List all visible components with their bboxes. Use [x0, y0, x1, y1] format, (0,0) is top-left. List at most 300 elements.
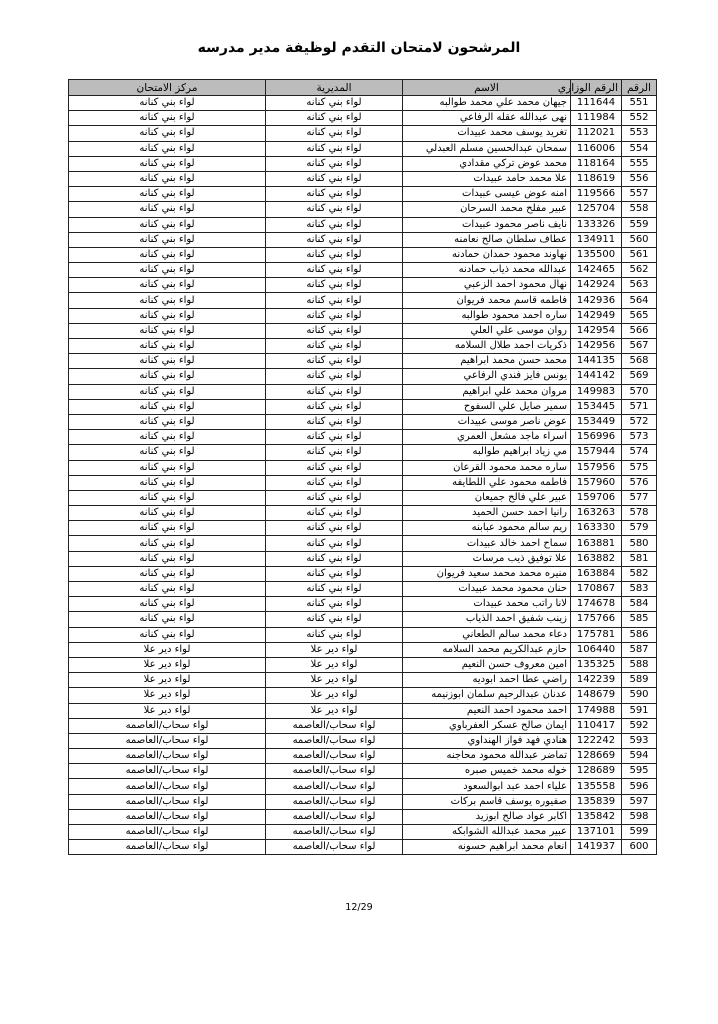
- candidate-name-cell: سمحان عبدالحسين مسلم العبدلي: [403, 141, 571, 156]
- exam-center-cell: لواء سحاب/العاصمه: [69, 779, 266, 794]
- row-number-cell: 581: [622, 551, 657, 566]
- table-row: [69, 126, 657, 141]
- table-row: [69, 156, 657, 171]
- exam-center-cell: لواء بني كنانه: [69, 627, 266, 642]
- row-number-cell: 584: [622, 597, 657, 612]
- table-row: [69, 141, 657, 156]
- directorate-cell: لواء بني كنانه: [266, 126, 403, 141]
- ministry-number-cell: 170867: [571, 582, 622, 597]
- row-number-cell: 578: [622, 506, 657, 521]
- exam-center-cell: لواء بني كنانه: [69, 156, 266, 171]
- candidate-name-cell: سماح احمد خالد عبيدات: [403, 536, 571, 551]
- table-row: [69, 278, 657, 293]
- table-row: [69, 369, 657, 384]
- directorate-cell: لواء بني كنانه: [266, 551, 403, 566]
- exam-center-cell: لواء دير علا: [69, 673, 266, 688]
- table-row: [69, 597, 657, 612]
- ministry-number-cell: 122242: [571, 733, 622, 748]
- row-number-cell: 572: [622, 414, 657, 429]
- row-number-cell: 596: [622, 779, 657, 794]
- row-number-cell: 554: [622, 141, 657, 156]
- directorate-cell: لواء بني كنانه: [266, 156, 403, 171]
- row-number-cell: 588: [622, 657, 657, 672]
- page-title: المرشحون لامتحان التقدم لوظيفة مدير مدرسه: [197, 40, 521, 56]
- exam-center-cell: لواء بني كنانه: [69, 171, 266, 186]
- ministry-number-cell: 110417: [571, 718, 622, 733]
- ministry-number-cell: 163263: [571, 506, 622, 521]
- directorate-cell: لواء سحاب/العاصمه: [266, 794, 403, 809]
- table-row: [69, 733, 657, 748]
- directorate-cell: لواء دير علا: [266, 673, 403, 688]
- candidate-name-cell: روان موسى علي العلي: [403, 323, 571, 338]
- row-number-cell: 598: [622, 809, 657, 824]
- row-number-cell: 575: [622, 460, 657, 475]
- exam-center-cell: لواء بني كنانه: [69, 414, 266, 429]
- row-number-cell: 592: [622, 718, 657, 733]
- exam-center-cell: لواء دير علا: [69, 642, 266, 657]
- exam-center-cell: لواء سحاب/العاصمه: [69, 840, 266, 855]
- candidate-name-cell: احمد محمود احمد النعيم: [403, 703, 571, 718]
- exam-center-cell: لواء بني كنانه: [69, 141, 266, 156]
- table-row: [69, 536, 657, 551]
- directorate-cell: لواء بني كنانه: [266, 171, 403, 186]
- candidate-name-cell: رانيا احمد حسن الحميد: [403, 506, 571, 521]
- ministry-number-cell: 135558: [571, 779, 622, 794]
- directorate-cell: لواء بني كنانه: [266, 308, 403, 323]
- candidate-name-cell: سمير صايل علي السفوح: [403, 399, 571, 414]
- exam-center-cell: لواء سحاب/العاصمه: [69, 794, 266, 809]
- candidate-name-cell: هنادي فهد فواز الهنداوي: [403, 733, 571, 748]
- candidate-name-cell: فاطمه قاسم محمد فريوان: [403, 293, 571, 308]
- row-number-cell: 600: [622, 840, 657, 855]
- directorate-cell: لواء بني كنانه: [266, 506, 403, 521]
- ministry-number-cell: 144135: [571, 354, 622, 369]
- directorate-cell: لواء بني كنانه: [266, 627, 403, 642]
- table-row: [69, 171, 657, 186]
- directorate-cell: لواء بني كنانه: [266, 278, 403, 293]
- candidate-name-cell: عدنان عبدالرحيم سلمان ابوزنيمه: [403, 688, 571, 703]
- table-row: [69, 506, 657, 521]
- candidate-name-cell: نهال محمود احمد الزعبي: [403, 278, 571, 293]
- exam-center-cell: لواء بني كنانه: [69, 323, 266, 338]
- row-number-cell: 586: [622, 627, 657, 642]
- exam-center-cell: لواء بني كنانه: [69, 293, 266, 308]
- directorate-cell: لواء بني كنانه: [266, 490, 403, 505]
- row-number-cell: 583: [622, 582, 657, 597]
- directorate-cell: لواء بني كنانه: [266, 475, 403, 490]
- row-number-cell: 557: [622, 187, 657, 202]
- row-number-cell: 551: [622, 96, 657, 111]
- exam-center-cell: لواء بني كنانه: [69, 536, 266, 551]
- ministry-number-cell: 149983: [571, 384, 622, 399]
- table-row: [69, 339, 657, 354]
- candidate-name-cell: نهاوند محمود حمدان حمادنه: [403, 247, 571, 262]
- directorate-cell: لواء بني كنانه: [266, 582, 403, 597]
- row-number-cell: 567: [622, 339, 657, 354]
- row-number-cell: 562: [622, 263, 657, 278]
- ministry-number-cell: 174678: [571, 597, 622, 612]
- table-row: [69, 688, 657, 703]
- ministry-number-cell: 142956: [571, 339, 622, 354]
- ministry-number-cell: 135839: [571, 794, 622, 809]
- table-row: [69, 521, 657, 536]
- table-row: [69, 703, 657, 718]
- exam-center-cell: لواء دير علا: [69, 688, 266, 703]
- ministry-number-cell: 135842: [571, 809, 622, 824]
- ministry-number-cell: 163882: [571, 551, 622, 566]
- candidate-name-cell: محمد حسن محمد ابراهيم: [403, 354, 571, 369]
- ministry-number-cell: 142949: [571, 308, 622, 323]
- ministry-number-cell: 174988: [571, 703, 622, 718]
- header-directorate: المديرية: [266, 80, 403, 96]
- candidate-name-cell: ساره احمد محمود طوالبه: [403, 308, 571, 323]
- exam-center-cell: لواء بني كنانه: [69, 582, 266, 597]
- row-number-cell: 564: [622, 293, 657, 308]
- exam-center-cell: لواء بني كنانه: [69, 566, 266, 581]
- ministry-number-cell: 156996: [571, 430, 622, 445]
- candidate-name-cell: يونس فايز فندي الرفاعي: [403, 369, 571, 384]
- row-number-cell: 589: [622, 673, 657, 688]
- table-row: [69, 354, 657, 369]
- directorate-cell: لواء بني كنانه: [266, 566, 403, 581]
- table-row: [69, 809, 657, 824]
- candidate-name-cell: عبير مفلح محمد السرحان: [403, 202, 571, 217]
- exam-center-cell: لواء بني كنانه: [69, 247, 266, 262]
- table-row: [69, 612, 657, 627]
- exam-center-cell: لواء بني كنانه: [69, 111, 266, 126]
- row-number-cell: 597: [622, 794, 657, 809]
- table-row: [69, 202, 657, 217]
- candidate-name-cell: ساره محمد محمود القرعان: [403, 460, 571, 475]
- candidate-name-cell: عبدالله محمد ذياب حمادنه: [403, 263, 571, 278]
- directorate-cell: لواء بني كنانه: [266, 445, 403, 460]
- ministry-number-cell: 118619: [571, 171, 622, 186]
- exam-center-cell: لواء بني كنانه: [69, 369, 266, 384]
- directorate-cell: لواء سحاب/العاصمه: [266, 779, 403, 794]
- candidate-name-cell: ريم سالم محمود عبابنه: [403, 521, 571, 536]
- directorate-cell: لواء بني كنانه: [266, 141, 403, 156]
- row-number-cell: 553: [622, 126, 657, 141]
- ministry-number-cell: 134911: [571, 232, 622, 247]
- directorate-cell: لواء سحاب/العاصمه: [266, 840, 403, 855]
- row-number-cell: 571: [622, 399, 657, 414]
- exam-center-cell: لواء بني كنانه: [69, 597, 266, 612]
- row-number-cell: 582: [622, 566, 657, 581]
- exam-center-cell: لواء بني كنانه: [69, 430, 266, 445]
- candidate-name-cell: فاطمه محمود علي اللطايفه: [403, 475, 571, 490]
- exam-center-cell: لواء دير علا: [69, 657, 266, 672]
- table-row: [69, 111, 657, 126]
- ministry-number-cell: 157944: [571, 445, 622, 460]
- header-number: الرقم: [622, 80, 657, 96]
- candidate-name-cell: حازم عبدالكريم محمد السلامه: [403, 642, 571, 657]
- table-row: [69, 627, 657, 642]
- candidate-name-cell: انعام محمد ابراهيم حسونه: [403, 840, 571, 855]
- ministry-number-cell: 163330: [571, 521, 622, 536]
- ministry-number-cell: 157960: [571, 475, 622, 490]
- ministry-number-cell: 119566: [571, 187, 622, 202]
- row-number-cell: 580: [622, 536, 657, 551]
- candidate-name-cell: لانا راتب محمد عبيدات: [403, 597, 571, 612]
- exam-center-cell: لواء بني كنانه: [69, 308, 266, 323]
- ministry-number-cell: 142465: [571, 263, 622, 278]
- table-row: [69, 657, 657, 672]
- table-row: [69, 308, 657, 323]
- candidate-name-cell: امنه عوض عيسى عبيدات: [403, 187, 571, 202]
- table-row: [69, 384, 657, 399]
- row-number-cell: 577: [622, 490, 657, 505]
- exam-center-cell: لواء بني كنانه: [69, 475, 266, 490]
- directorate-cell: لواء بني كنانه: [266, 323, 403, 338]
- ministry-number-cell: 137101: [571, 825, 622, 840]
- table-row: [69, 187, 657, 202]
- ministry-number-cell: 142924: [571, 278, 622, 293]
- candidate-name-cell: راضي عطا احمد ابوديه: [403, 673, 571, 688]
- ministry-number-cell: 128669: [571, 749, 622, 764]
- table-row: [69, 764, 657, 779]
- exam-center-cell: لواء سحاب/العاصمه: [69, 764, 266, 779]
- directorate-cell: لواء بني كنانه: [266, 354, 403, 369]
- candidate-name-cell: مي زياد ابراهيم طوالبه: [403, 445, 571, 460]
- ministry-number-cell: 175766: [571, 612, 622, 627]
- directorate-cell: لواء بني كنانه: [266, 111, 403, 126]
- row-number-cell: 566: [622, 323, 657, 338]
- row-number-cell: 574: [622, 445, 657, 460]
- table-row: [69, 96, 657, 111]
- candidate-name-cell: عبير علي فالح جميعان: [403, 490, 571, 505]
- exam-center-cell: لواء بني كنانه: [69, 96, 266, 111]
- exam-center-cell: لواء بني كنانه: [69, 263, 266, 278]
- exam-center-cell: لواء بني كنانه: [69, 278, 266, 293]
- candidate-name-cell: تغريد يوسف محمد عبيدات: [403, 126, 571, 141]
- candidate-name-cell: عبير محمد عبدالله الشوابكه: [403, 825, 571, 840]
- directorate-cell: لواء دير علا: [266, 657, 403, 672]
- directorate-cell: لواء بني كنانه: [266, 263, 403, 278]
- table-row: [69, 673, 657, 688]
- candidate-name-cell: عوض ناصر موسى عبيدات: [403, 414, 571, 429]
- table-header-row: [69, 80, 657, 96]
- table-row: [69, 718, 657, 733]
- table-row: [69, 430, 657, 445]
- exam-center-cell: لواء بني كنانه: [69, 384, 266, 399]
- directorate-cell: لواء دير علا: [266, 688, 403, 703]
- directorate-cell: لواء بني كنانه: [266, 232, 403, 247]
- ministry-number-cell: 144142: [571, 369, 622, 384]
- exam-center-cell: لواء بني كنانه: [69, 551, 266, 566]
- row-number-cell: 563: [622, 278, 657, 293]
- directorate-cell: لواء بني كنانه: [266, 217, 403, 232]
- row-number-cell: 560: [622, 232, 657, 247]
- directorate-cell: لواء بني كنانه: [266, 96, 403, 111]
- candidate-name-cell: عطاف سلطان صالح نعامنه: [403, 232, 571, 247]
- ministry-number-cell: 116006: [571, 141, 622, 156]
- exam-center-cell: لواء سحاب/العاصمه: [69, 749, 266, 764]
- candidate-name-cell: نهى عبدالله عقله الرفاعي: [403, 111, 571, 126]
- candidate-name-cell: ذكريات احمد طلال السلامه: [403, 339, 571, 354]
- table-row: [69, 582, 657, 597]
- exam-center-cell: لواء بني كنانه: [69, 354, 266, 369]
- ministry-number-cell: 135325: [571, 657, 622, 672]
- exam-center-cell: لواء سحاب/العاصمه: [69, 825, 266, 840]
- candidate-name-cell: حنان محمود محمد عبيدات: [403, 582, 571, 597]
- table-row: [69, 323, 657, 338]
- directorate-cell: لواء بني كنانه: [266, 597, 403, 612]
- ministry-number-cell: 111644: [571, 96, 622, 111]
- table-row: [69, 217, 657, 232]
- row-number-cell: 576: [622, 475, 657, 490]
- row-number-cell: 569: [622, 369, 657, 384]
- ministry-number-cell: 142239: [571, 673, 622, 688]
- directorate-cell: لواء بني كنانه: [266, 369, 403, 384]
- table-row: [69, 247, 657, 262]
- table-row: [69, 794, 657, 809]
- exam-center-cell: لواء بني كنانه: [69, 612, 266, 627]
- exam-center-cell: لواء دير علا: [69, 703, 266, 718]
- directorate-cell: لواء بني كنانه: [266, 202, 403, 217]
- table-row: [69, 490, 657, 505]
- header-name: الاسم: [403, 80, 571, 96]
- ministry-number-cell: 163881: [571, 536, 622, 551]
- table-row: [69, 263, 657, 278]
- table-row: [69, 232, 657, 247]
- exam-center-cell: لواء بني كنانه: [69, 460, 266, 475]
- ministry-number-cell: 148679: [571, 688, 622, 703]
- directorate-cell: لواء سحاب/العاصمه: [266, 733, 403, 748]
- candidate-name-cell: تماضر عبدالله محمود محاجنه: [403, 749, 571, 764]
- candidate-name-cell: نايف ناصر محمود عبيدات: [403, 217, 571, 232]
- candidates-table: [68, 79, 657, 855]
- exam-center-cell: لواء بني كنانه: [69, 506, 266, 521]
- directorate-cell: لواء سحاب/العاصمه: [266, 764, 403, 779]
- row-number-cell: 559: [622, 217, 657, 232]
- ministry-number-cell: 142936: [571, 293, 622, 308]
- table-row: [69, 840, 657, 855]
- ministry-number-cell: 153449: [571, 414, 622, 429]
- exam-center-cell: لواء سحاب/العاصمه: [69, 733, 266, 748]
- candidate-name-cell: علا توفيق ذيب مرسات: [403, 551, 571, 566]
- candidate-name-cell: خوله محمد خميس صبره: [403, 764, 571, 779]
- directorate-cell: لواء دير علا: [266, 703, 403, 718]
- directorate-cell: لواء بني كنانه: [266, 414, 403, 429]
- table-row: [69, 566, 657, 581]
- table-row: [69, 293, 657, 308]
- ministry-number-cell: 153445: [571, 399, 622, 414]
- candidate-name-cell: اكابر عواد صالح ابوزيد: [403, 809, 571, 824]
- exam-center-cell: لواء بني كنانه: [69, 217, 266, 232]
- candidate-name-cell: ايمان صالح عسكر العفرباوي: [403, 718, 571, 733]
- table-row: [69, 642, 657, 657]
- row-number-cell: 555: [622, 156, 657, 171]
- directorate-cell: لواء دير علا: [266, 642, 403, 657]
- table-row: [69, 475, 657, 490]
- exam-center-cell: لواء بني كنانه: [69, 445, 266, 460]
- directorate-cell: لواء بني كنانه: [266, 339, 403, 354]
- directorate-cell: لواء بني كنانه: [266, 247, 403, 262]
- directorate-cell: لواء بني كنانه: [266, 536, 403, 551]
- ministry-number-cell: 118164: [571, 156, 622, 171]
- directorate-cell: لواء بني كنانه: [266, 187, 403, 202]
- exam-center-cell: لواء بني كنانه: [69, 490, 266, 505]
- row-number-cell: 579: [622, 521, 657, 536]
- row-number-cell: 599: [622, 825, 657, 840]
- row-number-cell: 561: [622, 247, 657, 262]
- directorate-cell: لواء بني كنانه: [266, 521, 403, 536]
- directorate-cell: لواء سحاب/العاصمه: [266, 749, 403, 764]
- exam-center-cell: لواء سحاب/العاصمه: [69, 718, 266, 733]
- ministry-number-cell: 125704: [571, 202, 622, 217]
- directorate-cell: لواء بني كنانه: [266, 460, 403, 475]
- ministry-number-cell: 128689: [571, 764, 622, 779]
- row-number-cell: 570: [622, 384, 657, 399]
- page-number: 12/29: [345, 902, 373, 913]
- candidate-name-cell: علياء احمد عبد ابوالسعود: [403, 779, 571, 794]
- candidate-name-cell: زينب شفيق احمد الذياب: [403, 612, 571, 627]
- exam-center-cell: لواء بني كنانه: [69, 232, 266, 247]
- table-row: [69, 551, 657, 566]
- row-number-cell: 585: [622, 612, 657, 627]
- exam-center-cell: لواء بني كنانه: [69, 202, 266, 217]
- ministry-number-cell: 175781: [571, 627, 622, 642]
- row-number-cell: 558: [622, 202, 657, 217]
- ministry-number-cell: 133326: [571, 217, 622, 232]
- header-ministry-number: الرقم الوزاري: [571, 80, 622, 96]
- candidate-name-cell: دعاء محمد سالم الطعاني: [403, 627, 571, 642]
- candidate-name-cell: مروان محمد علي ابراهيم: [403, 384, 571, 399]
- ministry-number-cell: 141937: [571, 840, 622, 855]
- table-row: [69, 749, 657, 764]
- row-number-cell: 593: [622, 733, 657, 748]
- table-row: [69, 445, 657, 460]
- table-row: [69, 460, 657, 475]
- row-number-cell: 552: [622, 111, 657, 126]
- directorate-cell: لواء بني كنانه: [266, 399, 403, 414]
- row-number-cell: 590: [622, 688, 657, 703]
- ministry-number-cell: 111984: [571, 111, 622, 126]
- exam-center-cell: لواء بني كنانه: [69, 126, 266, 141]
- table-row: [69, 825, 657, 840]
- row-number-cell: 594: [622, 749, 657, 764]
- row-number-cell: 591: [622, 703, 657, 718]
- row-number-cell: 587: [622, 642, 657, 657]
- row-number-cell: 595: [622, 764, 657, 779]
- candidate-name-cell: منيره محمد محمد سعيد فريوان: [403, 566, 571, 581]
- directorate-cell: لواء سحاب/العاصمه: [266, 825, 403, 840]
- ministry-number-cell: 142954: [571, 323, 622, 338]
- ministry-number-cell: 157956: [571, 460, 622, 475]
- row-number-cell: 556: [622, 171, 657, 186]
- exam-center-cell: لواء بني كنانه: [69, 339, 266, 354]
- directorate-cell: لواء بني كنانه: [266, 293, 403, 308]
- exam-center-cell: لواء سحاب/العاصمه: [69, 809, 266, 824]
- table-row: [69, 779, 657, 794]
- row-number-cell: 568: [622, 354, 657, 369]
- exam-center-cell: لواء بني كنانه: [69, 187, 266, 202]
- directorate-cell: لواء بني كنانه: [266, 612, 403, 627]
- ministry-number-cell: 163884: [571, 566, 622, 581]
- candidate-name-cell: صفيوره يوسف قاسم بركات: [403, 794, 571, 809]
- header-exam-center: مركز الامتحان: [69, 80, 266, 96]
- candidate-name-cell: علا محمد حامد عبيدات: [403, 171, 571, 186]
- directorate-cell: لواء بني كنانه: [266, 384, 403, 399]
- ministry-number-cell: 159706: [571, 490, 622, 505]
- directorate-cell: لواء سحاب/العاصمه: [266, 809, 403, 824]
- directorate-cell: لواء سحاب/العاصمه: [266, 718, 403, 733]
- table-body: [69, 96, 657, 855]
- table-row: [69, 414, 657, 429]
- ministry-number-cell: 112021: [571, 126, 622, 141]
- exam-center-cell: لواء بني كنانه: [69, 399, 266, 414]
- ministry-number-cell: 135500: [571, 247, 622, 262]
